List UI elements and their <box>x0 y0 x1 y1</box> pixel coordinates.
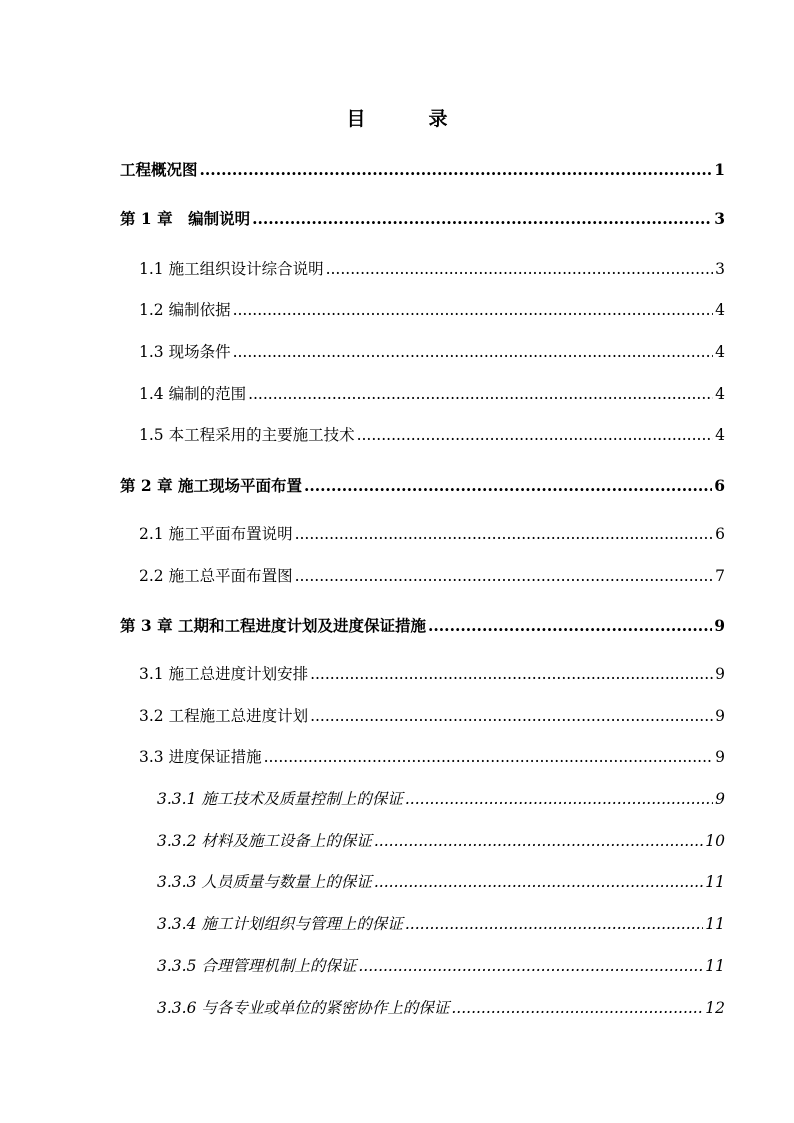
toc-page-number: 9 <box>715 790 725 808</box>
toc-leader <box>233 343 714 361</box>
toc-page-number: 4 <box>715 343 725 361</box>
toc-entry-label: 1.4 编制的范围 <box>139 385 247 403</box>
toc-page-number: 6 <box>714 476 725 495</box>
toc-leader <box>405 915 703 933</box>
toc-entry-label: 3.2 工程施工总进度计划 <box>139 707 309 725</box>
toc-page-number: 4 <box>715 301 725 319</box>
toc-entry[interactable] <box>139 298 725 320</box>
toc-entry[interactable] <box>139 382 725 404</box>
toc-leader <box>451 999 703 1017</box>
toc-leader <box>233 301 714 319</box>
toc-entry[interactable] <box>139 662 725 684</box>
toc-page-number: 1 <box>714 160 725 179</box>
toc-page-number: 9 <box>715 665 725 683</box>
toc-entry-label: 2.1 施工平面布置说明 <box>139 525 293 543</box>
toc-page-number: 11 <box>705 873 725 891</box>
toc-leader <box>310 707 713 725</box>
toc-page-number: 11 <box>705 957 725 975</box>
toc-entry-label: 3.3.6 与各专业或单位的紧密协作上的保证 <box>157 999 450 1017</box>
toc-entry[interactable] <box>139 257 725 279</box>
toc-entry-label: 3.3.4 施工计划组织与管理上的保证 <box>157 915 403 933</box>
toc-entry[interactable] <box>157 870 725 892</box>
toc-leader <box>405 790 713 808</box>
toc-entry[interactable] <box>157 829 725 851</box>
toc-entry[interactable] <box>120 207 725 229</box>
toc-entry[interactable] <box>139 340 725 362</box>
toc-page-number: 11 <box>705 915 725 933</box>
toc-leader <box>304 476 712 495</box>
toc-entry-label: 3.3 进度保证措施 <box>139 748 262 766</box>
toc-leader <box>252 209 712 228</box>
toc-entry-label: 3.3.2 材料及施工设备上的保证 <box>157 832 372 850</box>
toc-page-number: 9 <box>714 616 725 635</box>
toc-entry[interactable] <box>120 614 725 636</box>
toc-entry-label: 1.3 现场条件 <box>139 343 231 361</box>
toc-page-number: 3 <box>715 260 725 278</box>
toc-entry-label: 3.3.1 施工技术及质量控制上的保证 <box>157 790 403 808</box>
toc-entry[interactable] <box>120 158 725 180</box>
toc-entry[interactable] <box>139 423 725 445</box>
toc-leader <box>264 748 714 766</box>
toc-entry[interactable] <box>157 996 725 1018</box>
toc-entry[interactable] <box>157 787 725 809</box>
toc-entry-label: 工程概况图 <box>120 160 198 179</box>
toc-leader <box>295 567 714 585</box>
toc-entry-label: 第 3 章 工期和工程进度计划及进度保证措施 <box>120 616 426 635</box>
toc-entry-label: 第 2 章 施工现场平面布置 <box>120 476 302 495</box>
toc-entry-label: 2.2 施工总平面布置图 <box>139 567 293 585</box>
toc-entry-label: 1.2 编制依据 <box>139 301 231 319</box>
toc-leader <box>374 873 703 891</box>
toc-entry-label: 3.3.5 合理管理机制上的保证 <box>157 957 357 975</box>
toc-entry[interactable] <box>139 745 725 767</box>
toc-page-number: 4 <box>715 385 725 403</box>
toc-entry[interactable] <box>157 912 725 934</box>
toc-leader <box>428 616 712 635</box>
toc-entry[interactable] <box>120 474 725 496</box>
toc-leader <box>357 426 714 444</box>
toc-leader <box>326 260 714 278</box>
toc-leader <box>200 160 713 179</box>
toc-leader <box>295 525 714 543</box>
toc-page-number: 9 <box>715 748 725 766</box>
toc-page-number: 3 <box>714 209 725 228</box>
toc-title: 目 录 <box>346 108 470 130</box>
toc-leader <box>374 832 703 850</box>
toc-leader <box>248 385 713 403</box>
toc-page-number: 6 <box>715 525 725 543</box>
toc-entry[interactable] <box>157 954 725 976</box>
toc-page-number: 4 <box>715 426 725 444</box>
toc-leader <box>310 665 713 683</box>
toc-entry-label: 1.1 施工组织设计综合说明 <box>139 260 324 278</box>
toc-entry[interactable] <box>139 522 725 544</box>
toc-entry-label: 3.1 施工总进度计划安排 <box>139 665 309 683</box>
toc-page-number: 10 <box>705 832 725 850</box>
toc-page-number: 12 <box>705 999 725 1017</box>
toc-entry[interactable] <box>139 564 725 586</box>
toc-page-number: 9 <box>715 707 725 725</box>
toc-entry-label: 1.5 本工程采用的主要施工技术 <box>139 426 355 444</box>
toc-page-number: 7 <box>715 567 725 585</box>
toc-entry-label: 第 1 章 编制说明 <box>120 209 251 228</box>
toc-leader <box>358 957 703 975</box>
toc-entry-label: 3.3.3 人员质量与数量上的保证 <box>157 873 372 891</box>
toc-entry[interactable] <box>139 704 725 726</box>
